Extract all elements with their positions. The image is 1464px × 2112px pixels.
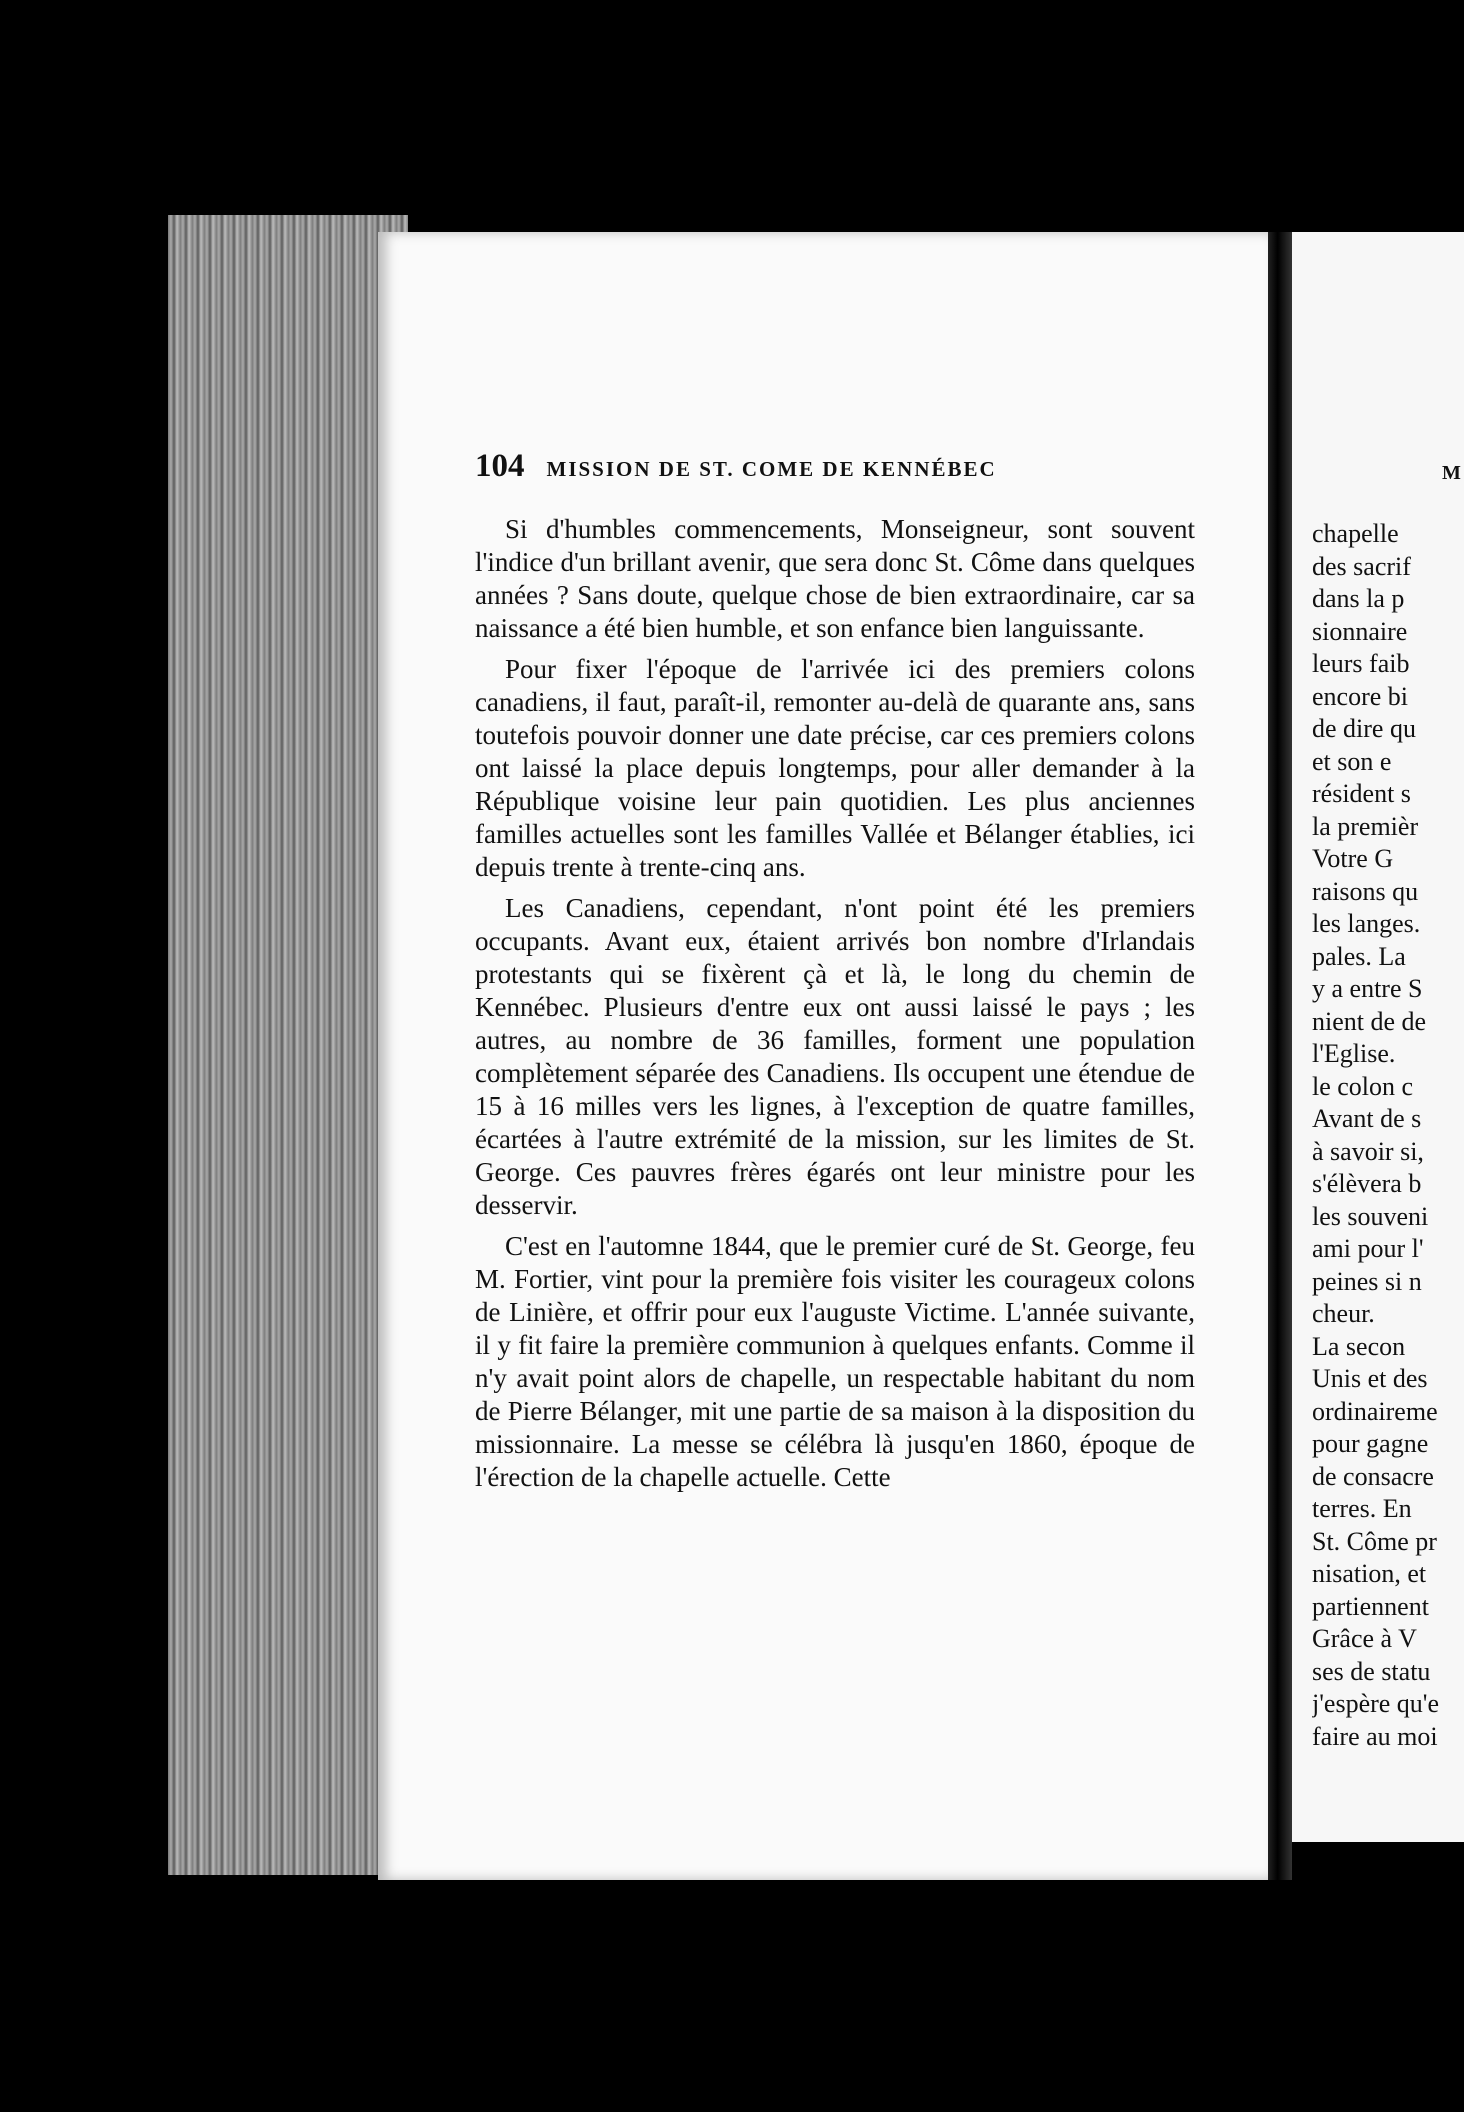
right-page-line: pour gagne bbox=[1312, 1429, 1429, 1458]
right-page-line: partiennent bbox=[1312, 1591, 1429, 1621]
right-page-line: terres. En bbox=[1312, 1494, 1412, 1523]
right-page-line: et son e bbox=[1312, 746, 1392, 776]
right-page-line: y a entre S bbox=[1312, 974, 1423, 1003]
right-page-line: dans la p bbox=[1312, 584, 1405, 613]
right-page-line: de consacre bbox=[1312, 1461, 1434, 1491]
right-page-line: j'espère qu'e bbox=[1312, 1689, 1440, 1718]
right-page-line: Grâce à V bbox=[1312, 1624, 1417, 1653]
right-page-line: des sacrif bbox=[1312, 551, 1411, 581]
right-page-line: peines si n bbox=[1312, 1266, 1422, 1296]
book-page-edges bbox=[168, 215, 408, 1875]
right-page-line: chapelle bbox=[1312, 519, 1399, 548]
right-page-line: ordinaireme bbox=[1312, 1396, 1438, 1426]
paragraph-1: Si d'humbles commencements, Monseigneur, sont souvent l'indice d'un brillant avenir, que sera donc St. Côme dans quelques années ? Sans doute, quelque chose de bien extraordinaire, car sa naissance a été bien humble, et son enfance bien languissante. bbox=[475, 514, 1195, 643]
right-page-line: cheur. bbox=[1312, 1299, 1375, 1328]
right-page-line: La secon bbox=[1312, 1331, 1406, 1361]
right-page-line: Votre G bbox=[1312, 844, 1394, 873]
right-page-line: ami pour l' bbox=[1312, 1234, 1424, 1263]
right-page-line: les langes. bbox=[1312, 909, 1421, 938]
paragraph-3: Les Canadiens, cependant, n'ont point été les premiers occupants. Avant eux, étaient arrivés bon nombre d'Irlandais protestants qui se fixèrent çà et là, le long du chemin de Kennébec. Plusieurs d'entre eux ont aussi laissé le pays ; les autres, au nombre de 36 familles, forment une population complètement séparée des Canadiens. Ils occupent une étendue de 15 à 16 milles vers les lignes, à l'exception de quatre familles, écartées à l'autre extrémité de la mission, sur les limites de St. George. Ces pauvres frères égarés ont leur ministre pour les desservir. bbox=[475, 893, 1195, 1220]
right-page-line: faire au moi bbox=[1312, 1721, 1438, 1751]
right-page-line: l'Eglise. bbox=[1312, 1039, 1396, 1068]
running-title: MISSION DE ST. COME DE KENNÉBEC bbox=[546, 457, 997, 481]
right-page-line: St. Côme pr bbox=[1312, 1526, 1437, 1556]
right-page-line: s'élèvera b bbox=[1312, 1169, 1422, 1198]
page-number: 104 bbox=[475, 448, 525, 484]
right-page-line: le colon c bbox=[1312, 1071, 1414, 1101]
right-page-line: la premièr bbox=[1312, 811, 1419, 841]
right-page-line: ses de statu bbox=[1312, 1656, 1431, 1686]
paragraph-4: C'est en l'automne 1844, que le premier curé de St. George, feu M. Fortier, vint pour la première fois visiter les courageux colons de Linière, et offrir pour eux l'auguste Victime. L'année suivante, il y fit faire la première communion à quelques enfants. Comme il n'y avait point alors de chapelle, un respectable habitant du nom de Pierre Bélanger, mit une partie de sa maison à la disposition du missionnaire. La messe se célébra là jusqu'en 1860, époque de l'érection de la chapelle actuelle. Cette bbox=[475, 1231, 1195, 1492]
right-page-line: raisons qu bbox=[1312, 876, 1419, 906]
right-page-header-fragment: M bbox=[1442, 462, 1461, 484]
book-gutter bbox=[1268, 232, 1292, 1880]
right-page-line: sionnaire bbox=[1312, 616, 1408, 646]
right-page-line: de dire qu bbox=[1312, 714, 1416, 743]
right-page-line: pales. La bbox=[1312, 941, 1406, 971]
running-header bbox=[475, 448, 1195, 488]
right-page-line: Avant de s bbox=[1312, 1104, 1422, 1133]
right-page-text bbox=[1312, 518, 1462, 1753]
right-page-line: résident s bbox=[1312, 779, 1411, 808]
right-page-line: les souveni bbox=[1312, 1201, 1429, 1231]
right-page-line: leurs faib bbox=[1312, 649, 1410, 678]
left-page-body bbox=[475, 513, 1195, 1502]
right-page-line: nisation, et bbox=[1312, 1559, 1427, 1588]
right-page-line: Unis et des bbox=[1312, 1364, 1428, 1393]
right-page-line: à savoir si, bbox=[1312, 1136, 1424, 1166]
paragraph-2: Pour fixer l'époque de l'arrivée ici des premiers colons canadiens, il faut, paraît-il, remonter au-delà de quarante ans, sans toutefois pouvoir donner une date précise, car ces premiers colons ont laissé la place depuis longtemps, pour aller demander à la République voisine leur pain quotidien. Les plus anciennes familles actuelles sont les familles Vallée et Bélanger établies, ici depuis trente à trente-cinq ans. bbox=[475, 654, 1195, 882]
right-page-line: encore bi bbox=[1312, 681, 1409, 711]
right-page-line: nient de de bbox=[1312, 1006, 1427, 1036]
